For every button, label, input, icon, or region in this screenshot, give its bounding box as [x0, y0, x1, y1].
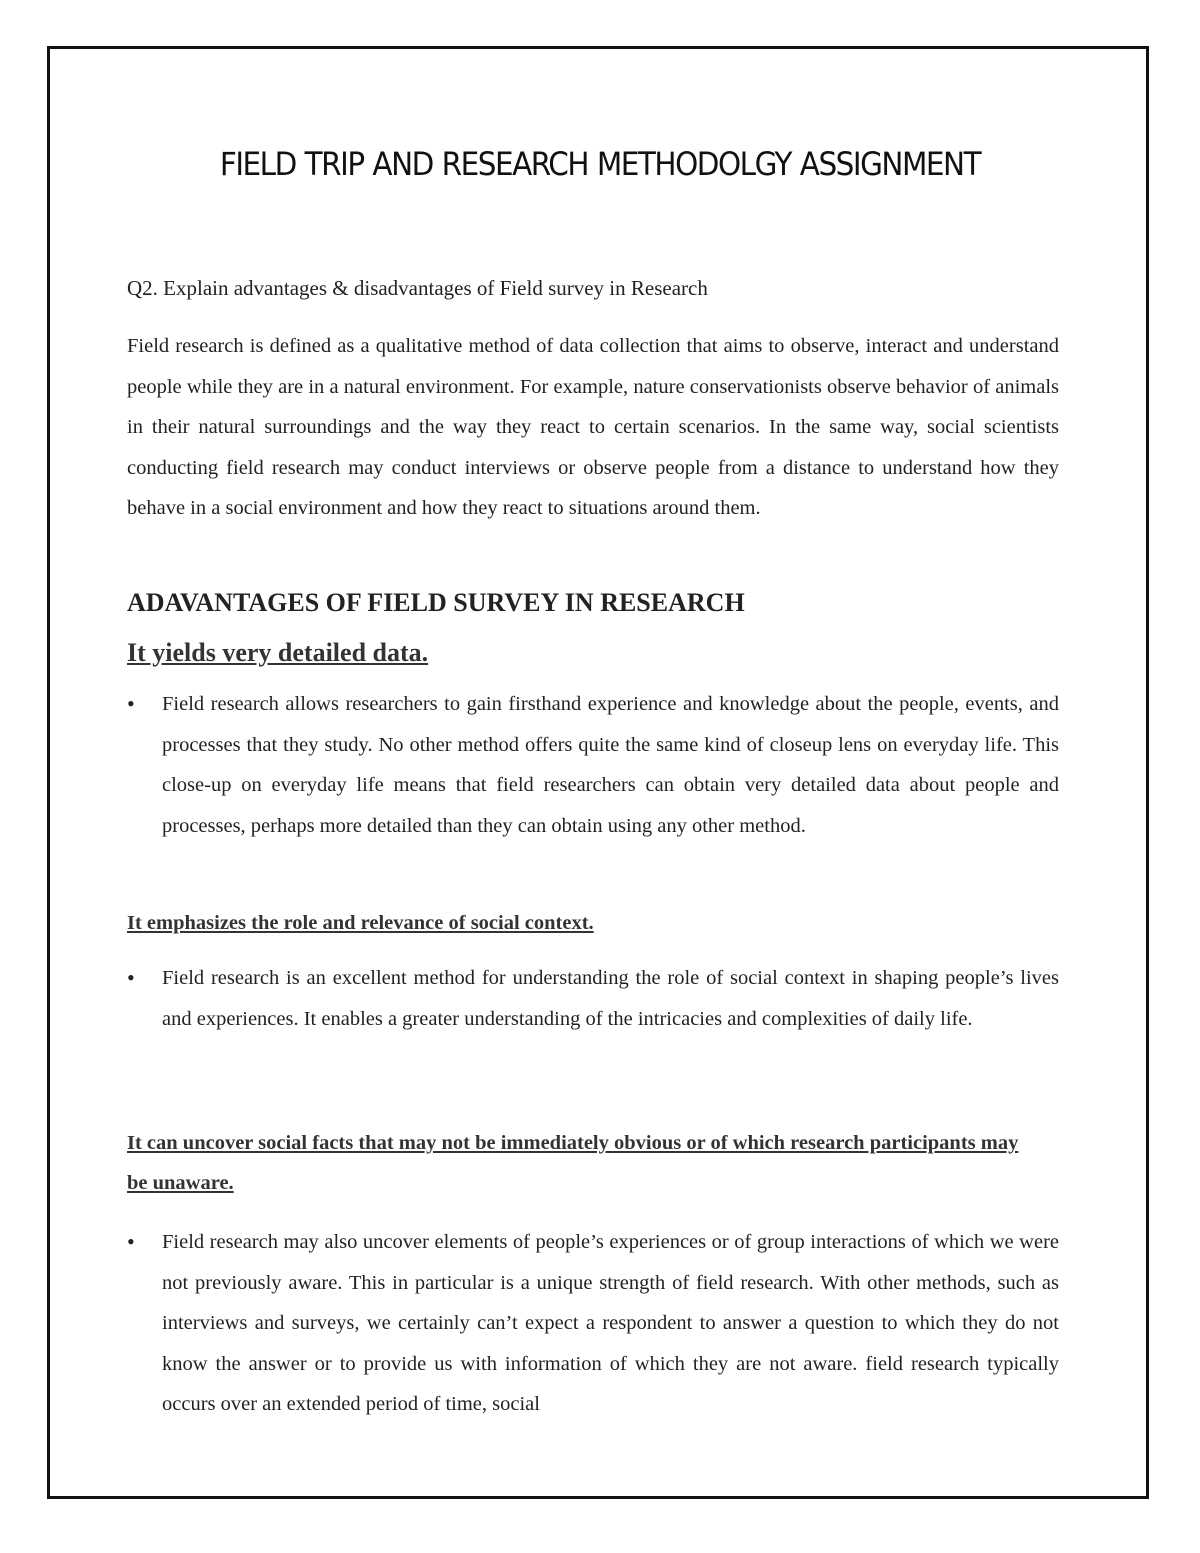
bullet-icon: • — [127, 691, 135, 716]
bullet-item-social-facts — [127, 1222, 1059, 1425]
bullet-text: Field research is an excellent method for understanding the role of social context in shaping people’s lives and experiences. It enables a greater understanding of the intricacies and complexities of daily life. — [162, 967, 1059, 1030]
bullet-item-detailed-data — [127, 684, 1059, 846]
section-heading-social-facts: It can uncover social facts that may not be immediately obvious or of which research participants may be unaware. — [127, 1132, 1019, 1194]
section-heading-detailed-data: It yields very detailed data. — [127, 638, 429, 667]
question-line: Q2. Explain advantages & disadvantages of Field survey in Research — [127, 276, 708, 300]
advantages-heading: ADAVANTAGES OF FIELD SURVEY IN RESEARCH — [127, 588, 745, 617]
bullet-text: Field research may also uncover elements of people’s experiences or of group interactions of which we were not previously aware. This in particular is a unique strength of field research. With other methods, such as interviews and surveys, we certainly can’t expect a respondent to answer a question to which they do not know the answer or to provide us with information of which they are not aware. field research typically occurs over an extended period of time, social — [162, 1231, 1059, 1415]
document-title: FIELD TRIP AND RESEARCH METHODOLGY ASSIGNMENT — [219, 145, 981, 183]
bullet-text: Field research allows researchers to gain firsthand experience and knowledge about the people, events, and processes that they study. No other method offers quite the same kind of closeup lens on everyday life. This close-up on everyday life means that field researchers can obtain very detailed data about people and processes, perhaps more detailed than they can obtain using any other method. — [162, 693, 1059, 837]
bullet-icon: • — [127, 965, 135, 990]
bullet-icon: • — [127, 1229, 135, 1254]
section-heading-social-context: It emphasizes the role and relevance of social context. — [127, 912, 594, 934]
intro-paragraph: Field research is defined as a qualitative method of data collection that aims to observe, interact and understand people while they are in a natural environment. For example, nature conservationists observe behavior of animals in their natural surroundings and the way they react to certain scenarios. In the same way, social scientists conducting field research may conduct interviews or observe people from a distance to understand how they behave in a social environment and how they react to situations around them. — [127, 335, 1059, 519]
bullet-item-social-context — [127, 958, 1059, 1039]
